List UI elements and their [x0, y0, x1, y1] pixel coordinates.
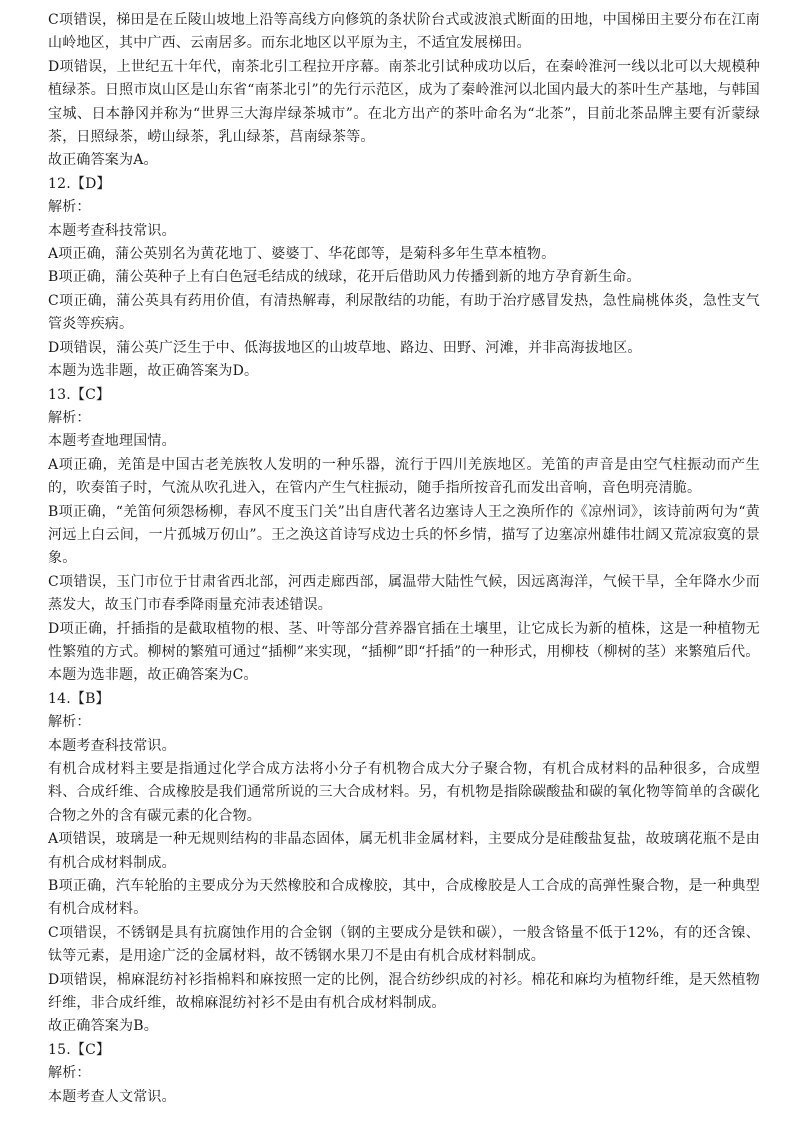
answer-number: 13.【C】	[48, 386, 111, 403]
document-page	[48, 9, 760, 1109]
option-explanation: B项正确，汽车轮胎的主要成分为天然橡胶和合成橡胶，其中，合成橡胶是人工合成的高弹性聚合物，是一种典型有机合成材料。	[48, 878, 760, 918]
option-explanation: B项正确，“羌笛何须怨杨柳，春风不度玉门关”出自唐代著名边塞诗人王之涣所作的《凉州词》，该诗前两句为“黄河远上白云间，一片孤城万仞山”。王之涣这首诗写戍边士兵的怀乡情，描写了边塞凉州雄伟壮阔又荒凉寂寞的景象。	[48, 503, 760, 567]
option-explanation: B项正确，蒲公英种子上有白色冠毛结成的绒球，花开后借助风力传播到新的地方孕育新生命。	[48, 269, 641, 286]
answer-conclusion: 故正确答案为B。	[48, 1018, 158, 1035]
option-explanation: A项正确，羌笛是中国古老羌族牧人发明的一种乐器，流行于四川羌族地区。羌笛的声音是由空气柱振动而产生的，吹奏笛子时，气流从吹孔进入，在管内产生气柱振动，随手指所按音孔而发出音响，音色明亮清脆。	[48, 456, 760, 497]
answer-conclusion: 本题为选非题，故正确答案为C。	[48, 667, 258, 684]
topic-statement: 本题考查科技常识。	[48, 737, 176, 754]
option-explanation: D项正确，扦插指的是截取植物的根、茎、叶等部分营养器官插在土壤里，让它成长为新的植株，这是一种植物无性繁殖的方式。柳树的繁殖可通过“插柳”来实现，“插柳”即“扦插”的一种形式，用柳枝（柳树的茎）来繁殖后代。	[48, 620, 760, 660]
answer-number: 14.【B】	[48, 690, 110, 707]
body-paragraph: 有机合成材料主要是指通过化学合成方法将小分子有机物合成大分子聚合物，有机合成材料的品种很多，合成塑料、合成纤维、合成橡胶是我们通常所说的三大合成材料。另，有机物是指除碳酸盐和碳的氧化物等简单的含碳化合物之外的含有碳元素的化合物。	[48, 761, 760, 824]
option-explanation: A项正确，蒲公英别名为黄花地丁、婆婆丁、华花郎等，是菊科多年生草本植物。	[48, 246, 556, 263]
analysis-label: 解析：	[48, 409, 91, 426]
option-explanation: C项错误，不锈钢是具有抗腐蚀作用的合金钢（钢的主要成分是铁和碳），一般含铬量不低于12%，有的还含镍、钛等元素，是用途广泛的金属材料，故不锈钢水果刀不是由有机合成材料制成。	[48, 924, 760, 965]
analysis-label: 解析：	[48, 199, 91, 216]
option-explanation: D项错误，棉麻混纺衬衫指棉料和麻按照一定的比例，混合纺纱织成的衬衫。棉花和麻均为植物纤维，是天然植物纤维，非合成纤维，故棉麻混纺衬衫不是由有机合成材料制成。	[48, 971, 760, 1012]
option-explanation: D项错误，上世纪五十年代，南茶北引工程拉开序幕。南茶北引试种成功以后，在秦岭淮河一线以北可以大规模种植绿茶。日照市岚山区是山东省“南茶北引”的先行示范区，成为了秦岭淮河以北国内最大的茶叶生产基地，与韩国宝城、日本静冈并称为“世界三大海岸绿茶城市”。在北方出产的茶叶命名为“北茶”，目前北茶品牌主要有沂蒙绿茶，日照绿茶，崂山绿茶，乳山绿茶，莒南绿茶等。	[48, 58, 760, 146]
analysis-label: 解析：	[48, 714, 91, 731]
answer-conclusion: 本题为选非题，故正确答案为D。	[48, 363, 259, 380]
option-explanation: C项错误，梯田是在丘陵山坡地上沿等高线方向修筑的条状阶台式或波浪式断面的田地，中国梯田主要分布在江南山岭地区，其中广西、云南居多。而东北地区以平原为主，不适宜发展梯田。	[48, 12, 760, 52]
option-explanation: C项错误，玉门市位于甘肃省西北部，河西走廊西部，属温带大陆性气候，因远离海洋，气候干旱，全年降水少而蒸发大，故玉门市春季降雨量充沛表述错误。	[48, 573, 760, 614]
option-explanation: C项正确，蒲公英具有药用价值，有清热解毒，利尿散结的功能，有助于治疗感冒发热，急性扁桃体炎，急性支气管炎等疾病。	[48, 292, 760, 333]
answer-number: 12.【D】	[48, 175, 111, 192]
option-explanation: D项错误，蒲公英广泛生于中、低海拔地区的山坡草地、路边、田野、河滩，并非高海拔地区。	[48, 339, 642, 356]
topic-statement: 本题考查人文常识。	[48, 1088, 176, 1105]
answer-conclusion: 故正确答案为A。	[48, 152, 158, 169]
topic-statement: 本题考查地理国情。	[48, 433, 176, 450]
answer-number: 15.【C】	[48, 1041, 111, 1058]
topic-statement: 本题考查科技常识。	[48, 222, 176, 239]
option-explanation: A项错误，玻璃是一种无规则结构的非晶态固体，属无机非金属材料，主要成分是硅酸盐复盐，故玻璃花瓶不是由有机合成材料制成。	[48, 831, 760, 871]
analysis-label: 解析：	[48, 1065, 91, 1082]
